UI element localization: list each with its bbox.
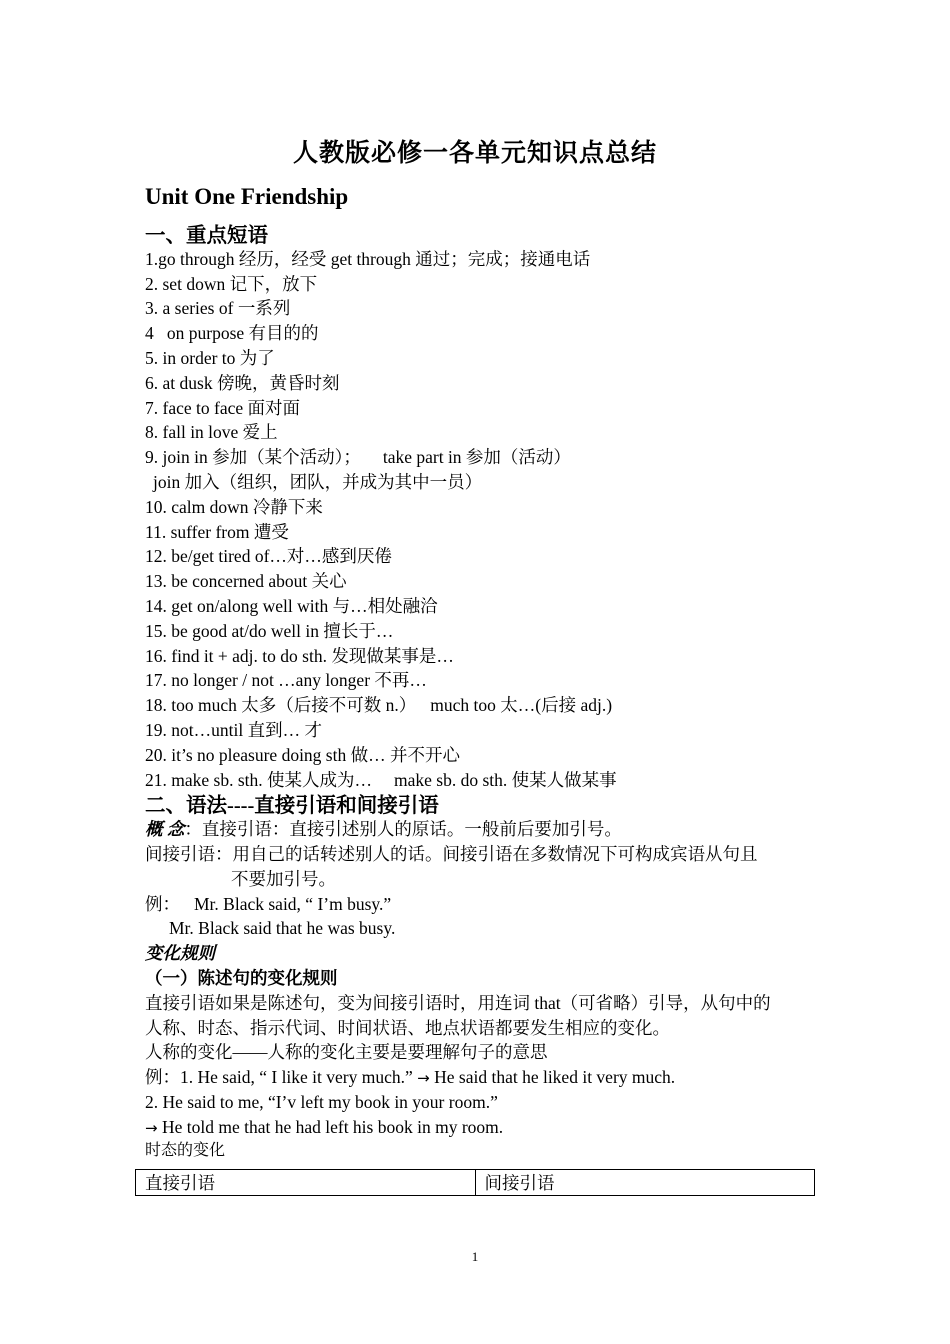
phrase-text: 18. too much 太多（后接不可数 n.） — [145, 695, 417, 716]
phrase-line: 16. find it + adj. to do sth. 发现做某事是… — [145, 645, 454, 666]
phrase-line: 1.go through 经历，经受 get through 通过；完成；接通电话 — [145, 248, 591, 269]
table-header-cell: 直接引语 — [136, 1170, 476, 1196]
example-label: 例： — [145, 893, 180, 914]
phrase-text: make sb. do sth. 使某人做某事 — [394, 769, 617, 790]
example-direct: Mr. Black said, “ I’m busy.” — [194, 893, 392, 914]
arrow-icon: → — [417, 1069, 430, 1088]
phrase-line: 8. fall in love 爱上 — [145, 422, 278, 443]
tense-table — [135, 1169, 815, 1196]
phrase-line: 20. it’s no pleasure doing sth 做… 并不开心 — [145, 744, 460, 765]
tense-change-label: 时态的变化 — [145, 1142, 226, 1160]
phrase-line: 19. not…until 直到… 才 — [145, 719, 322, 740]
phrase-text: much too 太…(后接 adj.) — [430, 695, 613, 716]
document-title: 人教版必修一各单元知识点总结 — [292, 140, 657, 167]
phrase-line: 2. set down 记下，放下 — [145, 273, 318, 294]
phrase-line: 14. get on/along well with 与…相处融洽 — [145, 595, 438, 616]
arrow-icon: → — [145, 1118, 158, 1137]
example-indirect: Mr. Black said that he was busy. — [169, 918, 396, 939]
phrase-line: 11. suffer from 遭受 — [145, 521, 289, 542]
phrase-line: 13. be concerned about 关心 — [145, 571, 347, 592]
rules-heading: 变化规则 — [145, 943, 215, 964]
paragraph-line: 人称的变化——人称的变化主要是要理解句子的意思 — [145, 1042, 548, 1063]
phrase-line: 6. at dusk 傍晚，黄昏时刻 — [145, 372, 340, 393]
phrase-line: 5. in order to 为了 — [145, 347, 275, 368]
page-number: 1 — [471, 1249, 479, 1264]
subsection-heading: （一）陈述句的变化规则 — [145, 967, 338, 988]
phrase-line: join 加入（组织，团队，并成为其中一员） — [153, 471, 483, 492]
table-header-cell: 间接引语 — [475, 1170, 815, 1196]
example-line: 2. He said to me, “I’v left my book in your room.” — [145, 1091, 498, 1112]
example-text: He told me that he had left his book in my room. — [157, 1116, 504, 1137]
phrase-line: 7. face to face 面对面 — [145, 397, 300, 418]
phrase-text: 9. join in 参加（某个活动）； — [145, 447, 361, 468]
phrase-line: 15. be good at/do well in 擅长于… — [145, 620, 394, 641]
phrase-line: 3. a series of 一系列 — [145, 298, 291, 319]
section-heading-phrases: 一、重点短语 — [145, 225, 268, 247]
concept-line — [145, 817, 825, 842]
paragraph-line: 直接引语如果是陈述句，变为间接引语时，用连词 that（可省略）引导，从句中的 — [145, 992, 771, 1013]
phrase-line — [145, 445, 825, 470]
document-body — [145, 222, 825, 1164]
example-line — [145, 1115, 825, 1140]
phrase-line — [145, 768, 825, 793]
concept-label: 概 念 — [145, 819, 185, 840]
indirect-definition: 间接引语：用自己的话转述别人的话。间接引语在多数情况下可构成宾语从句且 — [145, 843, 758, 864]
phrase-line: 12. be/get tired of…对…感到厌倦 — [145, 546, 392, 567]
phrase-line: 17. no longer / not …any longer 不再… — [145, 670, 427, 691]
concept-text: ：直接引语：直接引述别人的原话。一般前后要加引号。 — [184, 819, 622, 840]
section-heading-grammar: 二、语法----直接引语和间接引语 — [145, 795, 439, 818]
example-text: He said that he liked it very much. — [429, 1067, 676, 1088]
phrase-line — [145, 693, 825, 718]
indirect-definition-cont: 不要加引号。 — [231, 868, 336, 889]
example-text: 例：1. He said, “ I like it very much.” — [145, 1067, 418, 1088]
example-line — [145, 892, 825, 917]
phrase-text: 21. make sb. sth. 使某人成为… — [145, 769, 373, 790]
table-row — [136, 1170, 815, 1196]
phrase-line: 10. calm down 冷静下来 — [145, 496, 323, 517]
example-line — [145, 1065, 825, 1090]
phrase-text: take part in 参加（活动） — [382, 447, 571, 468]
phrase-line: 4 on purpose 有目的的 — [145, 323, 319, 344]
unit-title: Unit One Friendship — [145, 184, 349, 209]
paragraph-line: 人称、时态、指示代词、时间状语、地点状语都要发生相应的变化。 — [145, 1017, 670, 1038]
